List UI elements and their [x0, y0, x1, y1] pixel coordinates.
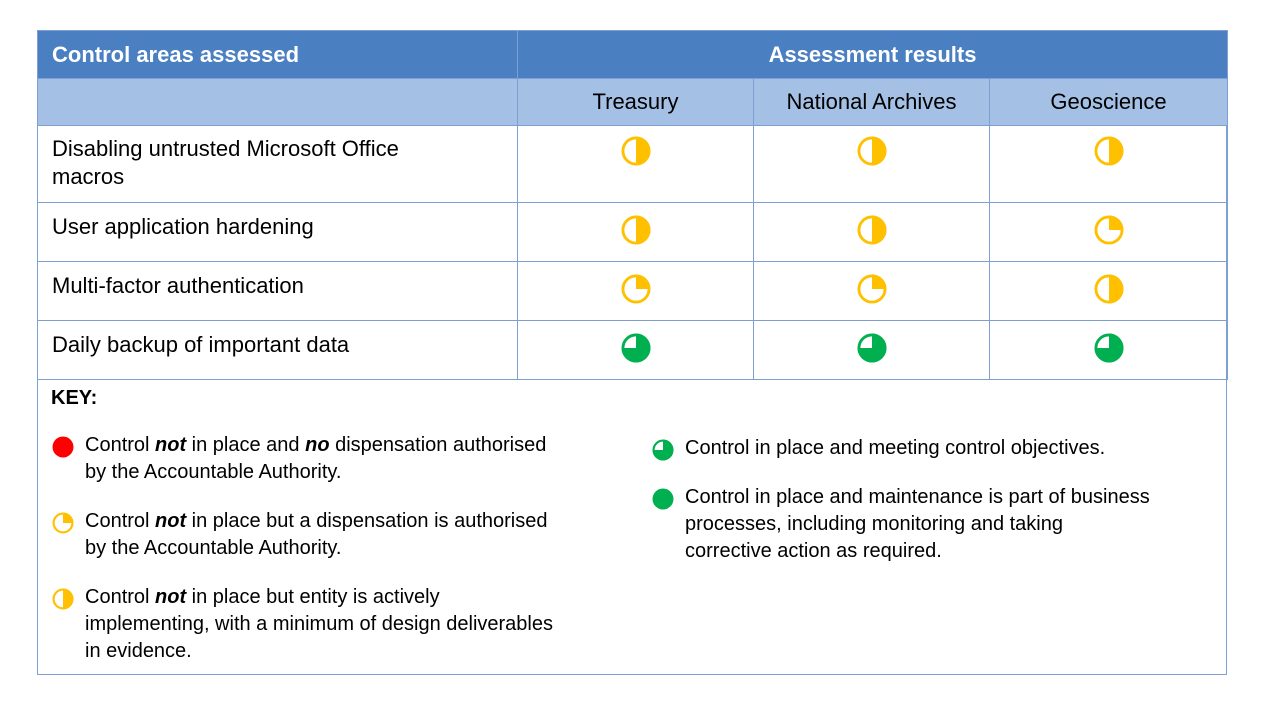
key-item-text — [685, 435, 1105, 462]
assessment-table — [37, 30, 1228, 380]
row-label-line: macros — [52, 164, 125, 189]
rating-cell — [990, 203, 1228, 262]
entity-header-treasury: Treasury — [518, 79, 754, 126]
key-text-part: by the Accountable Authority. — [85, 461, 342, 483]
control-areas-header: Control areas assessed — [38, 31, 518, 79]
quarter-circle-icon — [51, 511, 75, 535]
row-label-line: User application hardening — [52, 214, 314, 239]
rating-cell — [754, 262, 990, 321]
key-text-part: Control — [85, 510, 156, 532]
key-section — [37, 377, 1227, 675]
rating-cell — [754, 126, 990, 203]
key-text-part: Control — [85, 586, 156, 608]
key-text-emphasis: no — [305, 434, 330, 456]
row-label-line: Daily backup of important data — [52, 332, 350, 357]
half-circle-icon — [51, 587, 75, 611]
table-row — [38, 321, 1228, 380]
rating-icon — [856, 332, 888, 364]
key-item-text — [85, 584, 553, 665]
key-text-emphasis: not — [155, 586, 187, 608]
key-text-part: in evidence. — [85, 640, 192, 662]
rating-icon — [620, 332, 652, 364]
subheader-blank — [38, 79, 518, 126]
key-text-part: in place but a dispensation is authorised — [186, 510, 548, 532]
rating-cell — [518, 203, 754, 262]
entity-header-geoscience: Geoscience — [990, 79, 1228, 126]
rating-icon — [620, 273, 652, 305]
key-text-part: in place but entity is actively — [186, 586, 440, 608]
red-circle-icon — [51, 435, 75, 459]
assessment-results-header: Assessment results — [518, 31, 1228, 79]
rating-cell — [754, 203, 990, 262]
rating-cell — [518, 321, 754, 380]
rating-icon — [620, 135, 652, 167]
rating-cell — [990, 321, 1228, 380]
key-text-part: by the Accountable Authority. — [85, 537, 342, 559]
key-text-part: processes, including monitoring and taking — [685, 513, 1063, 535]
key-text-part: implementing, with a minimum of design deliverables — [85, 613, 553, 635]
rating-icon — [1093, 332, 1125, 364]
table-row — [38, 262, 1228, 321]
key-item-text — [85, 432, 546, 486]
rating-icon — [620, 214, 652, 246]
key-item-text — [685, 484, 1150, 565]
row-label — [38, 203, 518, 262]
rating-icon — [856, 273, 888, 305]
key-text-emphasis: not — [155, 434, 187, 456]
entity-header-national-archives: National Archives — [754, 79, 990, 126]
row-label — [38, 126, 518, 203]
row-label-line: Multi-factor authentication — [52, 273, 304, 298]
rating-cell — [518, 262, 754, 321]
row-label-line: Disabling untrusted Microsoft Office — [52, 136, 399, 161]
key-text-part: corrective action as required. — [685, 540, 942, 562]
row-label — [38, 321, 518, 380]
row-label — [38, 262, 518, 321]
rating-icon — [1093, 214, 1125, 246]
green-circle-icon — [651, 487, 675, 511]
rating-icon — [856, 214, 888, 246]
rating-icon — [1093, 135, 1125, 167]
key-text-part: in place and — [186, 434, 306, 456]
key-text-part: Control in place and meeting control objectives. — [685, 437, 1106, 459]
header-row — [38, 31, 1228, 79]
key-text-emphasis: not — [155, 510, 187, 532]
key-item-text — [85, 508, 547, 562]
rating-cell — [754, 321, 990, 380]
table-row — [38, 126, 1228, 203]
table-row — [38, 203, 1228, 262]
key-text-part: Control — [85, 434, 156, 456]
key-text-part: dispensation authorised — [329, 434, 547, 456]
three-quarter-circle-icon — [651, 438, 675, 462]
key-text-part: Control in place and maintenance is part of business — [685, 486, 1150, 508]
rating-icon — [1093, 273, 1125, 305]
rating-cell — [990, 126, 1228, 203]
key-title: KEY: — [51, 387, 98, 409]
rating-cell — [518, 126, 754, 203]
rating-icon — [856, 135, 888, 167]
rating-cell — [990, 262, 1228, 321]
subheader-row — [38, 79, 1228, 126]
